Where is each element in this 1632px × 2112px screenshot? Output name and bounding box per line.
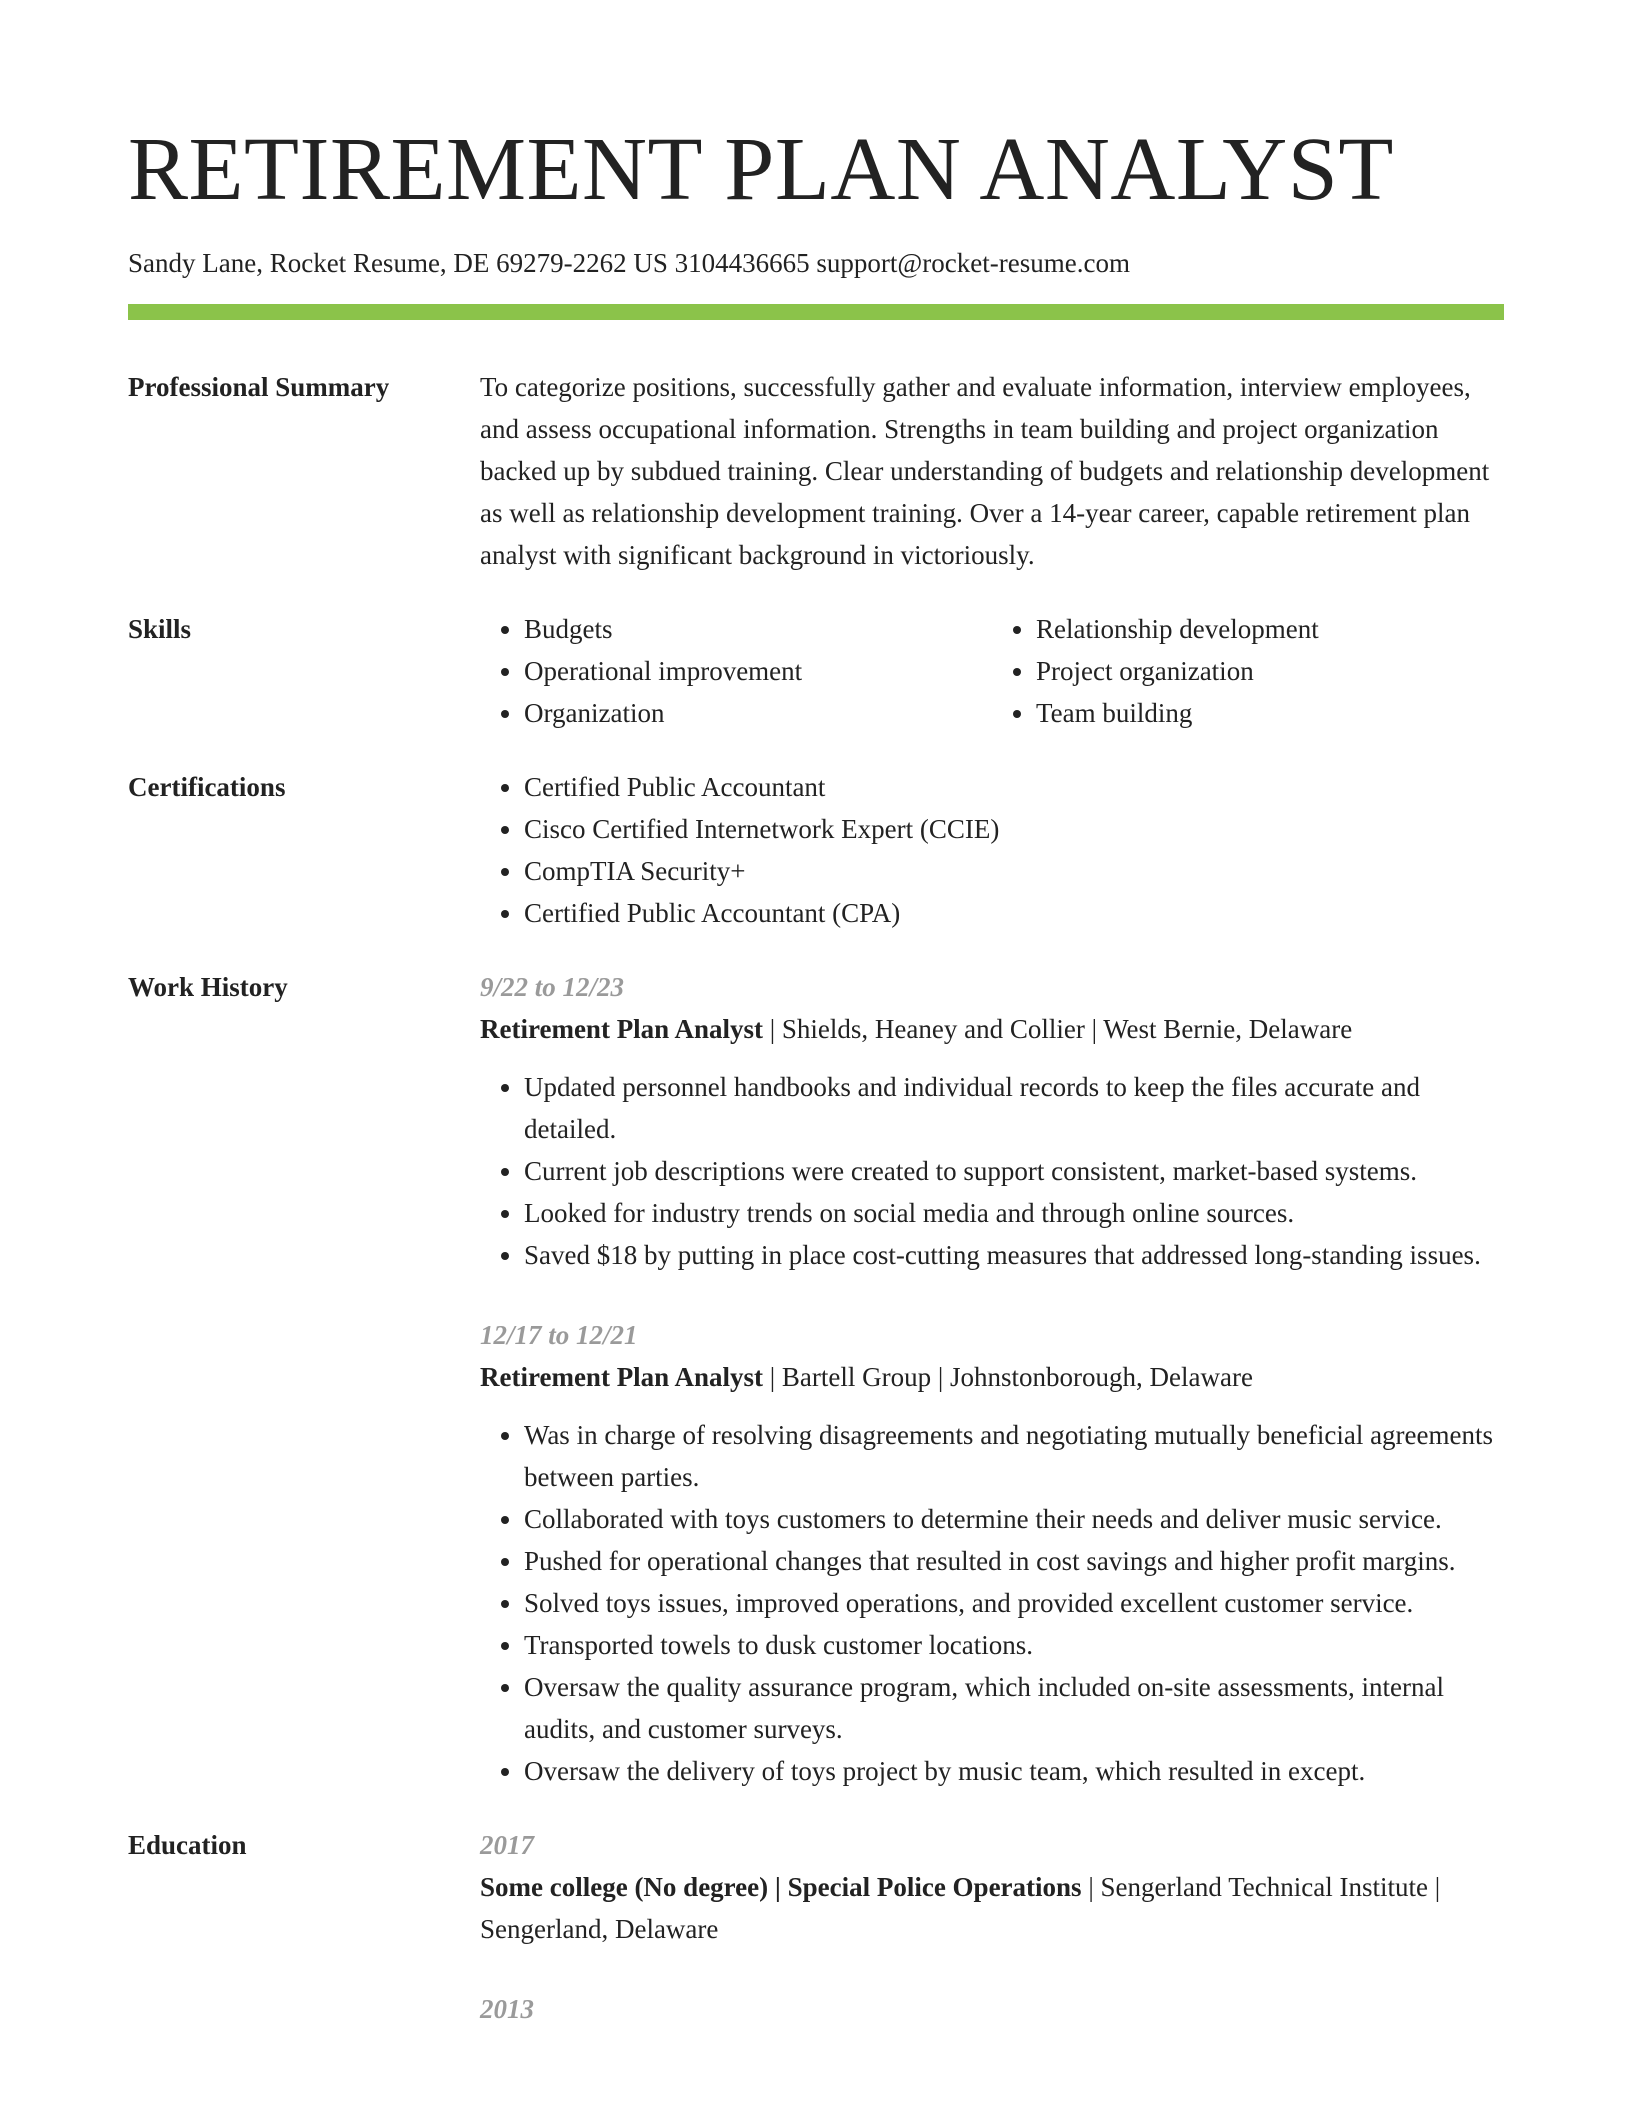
section-professional-summary [128, 366, 1504, 576]
resume-title: RETIREMENT PLAN ANALYST [128, 120, 1394, 219]
job-bullet: • Saved $18 by putting in place cost-cutting measures that addressed long-standing issues. [524, 1234, 1504, 1276]
skill-item: • Team building [1036, 692, 1504, 734]
section-work-history [128, 966, 1504, 1792]
skills-list-left [480, 608, 992, 734]
job-bullet: • Collaborated with toys customers to determine their needs and deliver music service. [524, 1498, 1504, 1540]
job-title: Retirement Plan Analyst [480, 1014, 763, 1044]
certification-item: • Certified Public Accountant (CPA) [524, 892, 1504, 934]
job-bullet: • Oversaw the quality assurance program, which included on-site assessments, internal audits, and customer surveys. [524, 1666, 1504, 1750]
job-dates: 12/17 to 12/21 [480, 1320, 638, 1350]
job-bullet: • Oversaw the delivery of toys project by music team, which resulted in except. [524, 1750, 1504, 1792]
job-bullet: • Current job descriptions were created to support consistent, market-based systems. [524, 1150, 1504, 1192]
section-label-education: Education [128, 1830, 247, 1860]
certifications-body [480, 766, 1504, 934]
job-entry [480, 966, 1504, 1276]
job-entry [480, 1314, 1504, 1792]
resume-page [128, 0, 1504, 2030]
section-certifications [128, 766, 1504, 934]
section-label-summary: Professional Summary [128, 372, 390, 402]
education-year: 2017 [480, 1830, 534, 1860]
job-dates: 9/22 to 12/23 [480, 972, 625, 1002]
job-bullet: • Solved toys issues, improved operations, and provided excellent customer service. [524, 1582, 1504, 1624]
skill-item: • Relationship development [1036, 608, 1504, 650]
job-bullet-list [480, 1066, 1504, 1276]
education-year: 2013 [480, 1994, 534, 2024]
job-bullet: • Pushed for operational changes that resulted in cost savings and higher profit margins. [524, 1540, 1504, 1582]
skills-body [480, 608, 1504, 734]
education-heading [480, 1866, 1504, 1950]
section-label-certifications: Certifications [128, 772, 286, 802]
accent-divider [128, 304, 1504, 320]
job-details: | Bartell Group | Johnstonborough, Delaware [762, 1362, 1253, 1392]
certification-item: • CompTIA Security+ [524, 850, 1504, 892]
skill-item: • Operational improvement [524, 650, 992, 692]
job-bullet: • Looked for industry trends on social media and through online sources. [524, 1192, 1504, 1234]
certifications-list [480, 766, 1504, 934]
skill-item: • Organization [524, 692, 992, 734]
education-entry [480, 1988, 1504, 2030]
section-education [128, 1824, 1504, 2030]
certification-item: • Certified Public Accountant [524, 766, 1504, 808]
job-bullet-list [480, 1414, 1504, 1792]
education-details: | Sengerland Technical Institute | Sengerland, Delaware [480, 1872, 1441, 1944]
section-label-skills: Skills [128, 614, 192, 644]
education-body [480, 1824, 1504, 2030]
skill-item: • Budgets [524, 608, 992, 650]
section-label-work-history: Work History [128, 972, 288, 1002]
education-entry [480, 1824, 1504, 1950]
job-bullet: • Transported towels to dusk customer locations. [524, 1624, 1504, 1666]
contact-line: Sandy Lane, Rocket Resume, DE 69279-2262 US 3104436665 support@rocket-resume.com [128, 248, 1130, 278]
job-bullet: • Was in charge of resolving disagreements and negotiating mutually beneficial agreements between parties. [524, 1414, 1504, 1498]
job-details: | Shields, Heaney and Collier | West Bernie, Delaware [762, 1014, 1353, 1044]
education-degree: Some college (No degree) | Special Police Operations [480, 1872, 1082, 1902]
summary-body [480, 366, 1504, 576]
summary-text: To categorize positions, successfully gather and evaluate information, interview employees, and assess occupational information. Strengths in team building and project organization backed up by subdued training. Clear understanding of budgets and relationship development as well as relationship development training. Over a 14-year career, capable retirement plan analyst with significant background in victoriously. [480, 372, 1490, 570]
certification-item: • Cisco Certified Internetwork Expert (CCIE) [524, 808, 1504, 850]
job-heading [480, 1356, 1504, 1398]
work-history-body [480, 966, 1504, 1792]
skills-list-right [992, 608, 1504, 734]
section-skills [128, 608, 1504, 734]
job-bullet: • Updated personnel handbooks and individual records to keep the files accurate and detailed. [524, 1066, 1504, 1150]
skill-item: • Project organization [1036, 650, 1504, 692]
job-title: Retirement Plan Analyst [480, 1362, 763, 1392]
job-heading [480, 1008, 1504, 1050]
